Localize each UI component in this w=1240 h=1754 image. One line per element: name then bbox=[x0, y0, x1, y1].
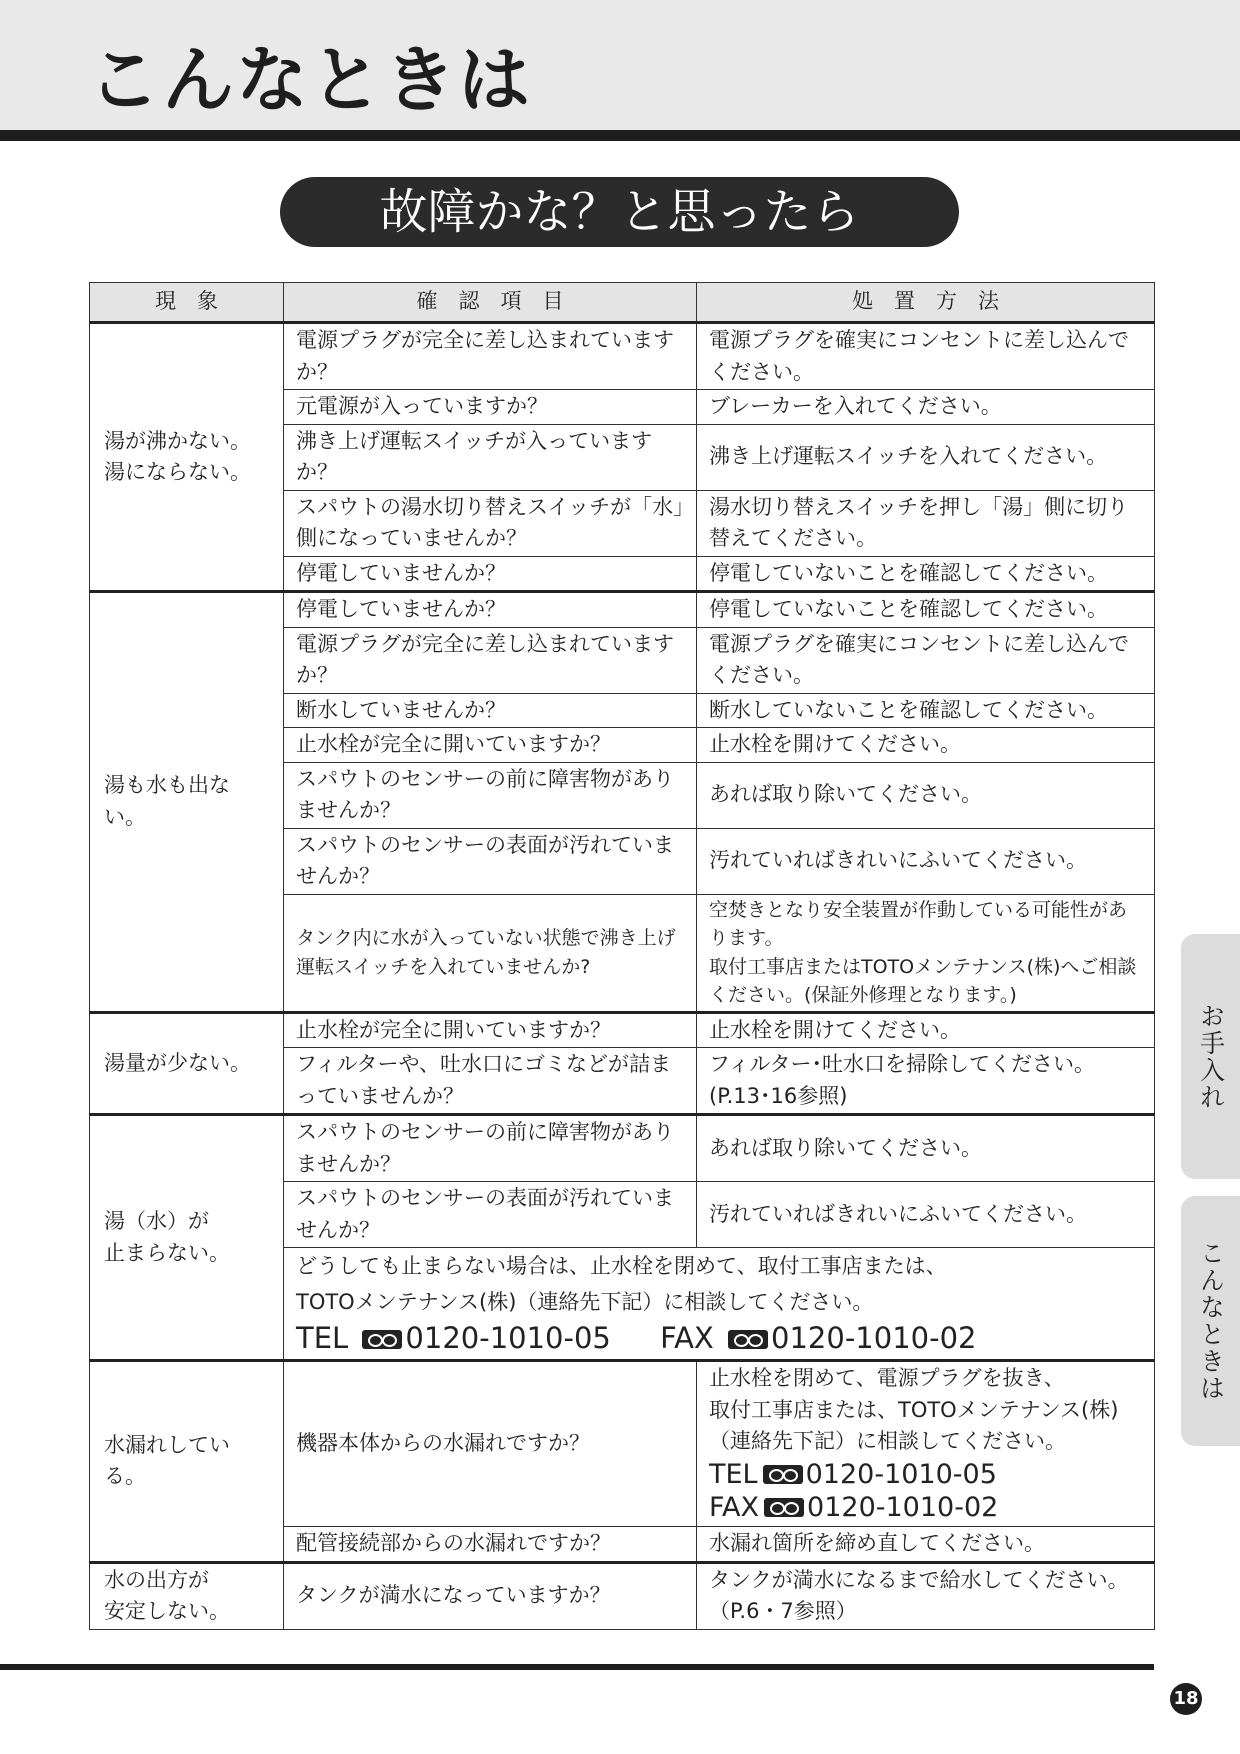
column-header-action: 処 置 方 法 bbox=[697, 283, 1155, 323]
action-text: 取付工事店またはTOTOメンテナンス(株)へご相談ください。(保証外修理となります。) bbox=[709, 955, 1137, 1006]
tel-number bbox=[296, 1320, 611, 1358]
check-cell: 沸き上げ運転スイッチが入っていますか？ bbox=[284, 424, 697, 490]
contact-note-text: どうしても止まらない場合は、止水栓を閉めて、取付工事店または、 bbox=[296, 1254, 947, 1278]
action-cell: 電源プラグを確実にコンセントに差し込んでください。 bbox=[697, 627, 1155, 693]
symptom-text: 湯が沸かない。 bbox=[104, 428, 251, 453]
check-cell: 機器本体からの水漏れですか？ bbox=[284, 1361, 697, 1527]
action-cell: 湯水切り替えスイッチを押し「湯」側に切り替えてください。 bbox=[697, 490, 1155, 556]
action-cell bbox=[697, 1361, 1155, 1527]
symptom-cell bbox=[90, 1361, 284, 1563]
fax-label: FAX bbox=[660, 1321, 714, 1356]
action-cell bbox=[697, 894, 1155, 1012]
action-cell: あれば取り除いてください。 bbox=[697, 762, 1155, 828]
symptom-text: 水の出方が bbox=[104, 1567, 209, 1592]
footer-rule bbox=[0, 1664, 1154, 1670]
contact-note-cell bbox=[284, 1248, 1155, 1361]
free-dial-icon bbox=[763, 1465, 803, 1484]
page-title: こんなときは bbox=[88, 38, 533, 122]
fax-number bbox=[709, 1491, 1142, 1525]
check-cell: 電源プラグが完全に差し込まれていますか？ bbox=[284, 627, 697, 693]
action-text: (P.13･16参照) bbox=[709, 1083, 848, 1108]
symptom-text: 安定しない。 bbox=[104, 1599, 230, 1624]
header-rule bbox=[0, 130, 1240, 141]
check-cell: タンク内に水が入っていない状態で沸き上げ運転スイッチを入れていませんか? bbox=[284, 894, 697, 1012]
table-row bbox=[90, 1361, 1155, 1527]
tel-number bbox=[709, 1458, 1142, 1492]
symptom-cell bbox=[90, 1012, 284, 1115]
fax-number-value: 0120-1010-02 bbox=[771, 1321, 977, 1356]
symptom-cell bbox=[90, 1115, 284, 1361]
action-cell: 沸き上げ運転スイッチを入れてください。 bbox=[697, 424, 1155, 490]
free-dial-icon bbox=[362, 1330, 402, 1349]
section-title: 故障かな？と思ったら bbox=[280, 177, 959, 247]
fax-number-value: 0120-1010-02 bbox=[807, 1492, 999, 1524]
symptom-text: 止まらない。 bbox=[104, 1240, 230, 1265]
action-cell: ブレーカーを入れてください。 bbox=[697, 390, 1155, 425]
action-text: 取付工事店または、TOTOメンテナンス(株) bbox=[709, 1397, 1119, 1422]
fax-label: FAX bbox=[709, 1492, 760, 1524]
contact-numbers bbox=[296, 1320, 1142, 1358]
action-cell: 汚れていればきれいにふいてください。 bbox=[697, 1182, 1155, 1248]
check-cell: 停電していませんか？ bbox=[284, 556, 697, 592]
symptom-text: 水漏れしている。 bbox=[104, 1432, 230, 1489]
symptom-cell bbox=[90, 592, 284, 1013]
tel-number-value: 0120-1010-05 bbox=[805, 1458, 997, 1490]
table-row bbox=[90, 1562, 1155, 1629]
check-cell: 止水栓が完全に開いていますか？ bbox=[284, 728, 697, 763]
action-text: フィルター･吐水口を掃除してください。 bbox=[709, 1052, 1095, 1076]
action-cell bbox=[697, 1048, 1155, 1115]
check-cell: 電源プラグが完全に差し込まれていますか？ bbox=[284, 323, 697, 390]
check-cell: タンクが満水になっていますか？ bbox=[284, 1562, 697, 1629]
side-tab-maintenance[interactable]: お手入れ bbox=[1181, 934, 1240, 1179]
check-cell: 配管接続部からの水漏れですか？ bbox=[284, 1527, 697, 1563]
table-row bbox=[90, 592, 1155, 628]
check-cell: スパウトのセンサーの表面が汚れていませんか？ bbox=[284, 828, 697, 894]
check-cell: 止水栓が完全に開いていますか？ bbox=[284, 1012, 697, 1048]
action-text: 止水栓を閉めて、電源プラグを抜き、 bbox=[709, 1366, 1065, 1391]
tel-number-value: 0120-1010-05 bbox=[405, 1321, 611, 1356]
table-row bbox=[90, 1115, 1155, 1182]
action-cell: 汚れていればきれいにふいてください。 bbox=[697, 828, 1155, 894]
check-cell: 断水していませんか？ bbox=[284, 693, 697, 728]
action-cell: 止水栓を開けてください。 bbox=[697, 1012, 1155, 1048]
page-number: 18 bbox=[1170, 1683, 1202, 1715]
contact-note-text: TOTOメンテナンス(株)（連絡先下記）に相談してください。 bbox=[296, 1289, 874, 1314]
action-text: 空焚きとなり安全装置が作動している可能性があります。 bbox=[709, 898, 1128, 949]
symptom-text: 湯（水）が bbox=[104, 1209, 209, 1234]
free-dial-icon bbox=[728, 1330, 768, 1349]
action-text: （P.6・7参照） bbox=[709, 1599, 857, 1624]
action-cell: 停電していないことを確認してください。 bbox=[697, 592, 1155, 628]
check-cell: フィルターや、吐水口にゴミなどが詰まっていませんか？ bbox=[284, 1048, 697, 1115]
action-cell bbox=[697, 1562, 1155, 1629]
check-cell: スパウトのセンサーの前に障害物がありませんか？ bbox=[284, 1115, 697, 1182]
symptom-cell bbox=[90, 1562, 284, 1629]
check-cell: 停電していませんか？ bbox=[284, 592, 697, 628]
free-dial-icon bbox=[764, 1498, 804, 1517]
action-text: タンクが満水になるまで給水してください。 bbox=[709, 1567, 1129, 1592]
side-tab-troubleshooting[interactable]: こんなときは bbox=[1181, 1196, 1240, 1446]
check-cell: スパウトの湯水切り替えスイッチが「水」側になっていませんか？ bbox=[284, 490, 697, 556]
action-text: （連絡先下記）に相談してください。 bbox=[709, 1429, 1066, 1454]
table-row bbox=[90, 1012, 1155, 1048]
check-cell: スパウトのセンサーの前に障害物がありませんか？ bbox=[284, 762, 697, 828]
action-cell: 停電していないことを確認してください。 bbox=[697, 556, 1155, 592]
troubleshooting-table bbox=[89, 282, 1155, 1630]
action-cell: 断水していないことを確認してください。 bbox=[697, 693, 1155, 728]
action-cell: 止水栓を開けてください。 bbox=[697, 728, 1155, 763]
symptom-cell bbox=[90, 323, 284, 592]
fax-number bbox=[660, 1320, 976, 1358]
symptom-text: 湯量が少ない。 bbox=[104, 1050, 251, 1075]
check-cell: スパウトのセンサーの表面が汚れていませんか？ bbox=[284, 1182, 697, 1248]
table-row bbox=[90, 323, 1155, 390]
symptom-text: 湯にならない。 bbox=[104, 460, 251, 484]
action-cell: 水漏れ箇所を締め直してください。 bbox=[697, 1527, 1155, 1563]
check-cell: 元電源が入っていますか？ bbox=[284, 390, 697, 425]
tel-label: TEL bbox=[709, 1458, 758, 1490]
action-cell: 電源プラグを確実にコンセントに差し込んでください。 bbox=[697, 323, 1155, 390]
column-header-check: 確 認 項 目 bbox=[284, 283, 697, 323]
table-header-row bbox=[90, 283, 1155, 323]
symptom-text: 湯も水も出ない。 bbox=[104, 773, 230, 829]
column-header-symptom: 現 象 bbox=[90, 283, 284, 323]
action-cell: あれば取り除いてください。 bbox=[697, 1115, 1155, 1182]
tel-label: TEL bbox=[296, 1321, 349, 1356]
